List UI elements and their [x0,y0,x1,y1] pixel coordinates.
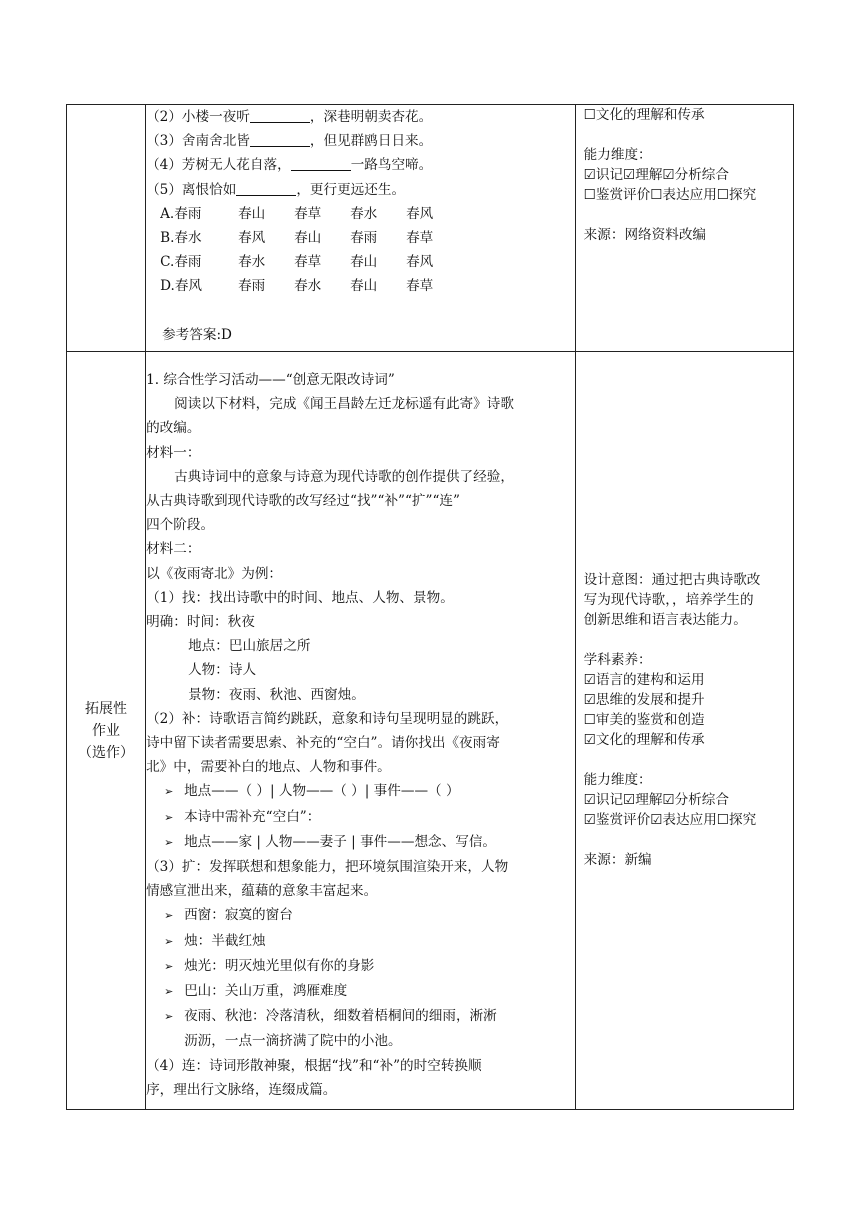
label-cell-empty [67,105,146,352]
design-intent: 写为现代诗歌，，培养学生的 [583,592,754,608]
paragraph: 序，理出行文脉络，连缀成篇。 [146,1081,337,1098]
list-item: ➢ 夜雨、秋池：冷落清秋，细数着梧桐间的细雨，淅淅 [146,1004,575,1029]
fill-line-3: （3）舍南舍北皆 ，但见群鸥日日来。 [146,133,433,150]
paragraph: 北》中，需要补白的地点、人物和事件。 [146,759,391,776]
paragraph: 的改编。 [146,420,201,437]
activity-title: 1. 综合性学习活动——“创意无限改诗词” [146,372,395,388]
option-d: D.春风 春雨 春水 春山 春草 [160,278,434,295]
step-3: （3）扩：发挥联想和想象能力，把环境氛围渲染开来，人物 [146,859,509,876]
list-item: ➢ 本诗中需补充“空白”： [146,805,575,830]
option-b: B.春水 春风 春山 春雨 春草 [160,230,434,247]
label-line: （选作） [78,744,135,761]
paragraph: 阅读以下材料，完成《闻王昌龄左迁龙标遥有此寄》诗歌 [174,396,514,413]
table-row [67,352,794,1110]
design-intent: 设计意图：通过把古典诗歌改 [583,572,761,588]
ability-line: ☐鉴赏评价☐表达应用☐探究 [583,187,757,203]
step-2: （2）补：诗歌语言简约跳跃，意象和诗句呈现明显的跳跃， [146,710,509,727]
side-cell [575,105,793,352]
option-c: C.春雨 春水 春草 春山 春风 [160,254,434,271]
list-item: ➢ 烛光：明灭烛光里似有你的身影 [146,954,575,979]
paragraph: 古典诗词中的意象与诗意为现代诗歌的创作提供了经验， [174,468,514,485]
ability-title: 能力维度： [583,772,652,788]
worksheet-table [66,104,794,1110]
list-item: ➢ 西窗：寂寞的窗台 [146,903,575,928]
step-1: （1）找：找出诗歌中的时间、地点、人物、景物。 [146,589,454,606]
design-intent: 创新思维和语言表达能力。 [583,612,747,628]
option-a: A.春雨 春山 春草 春水 春风 [160,205,434,222]
label-line: 拓展性 [85,700,128,717]
list-item: ➢ 地点——家 | 人物——妻子 | 事件——想念、写信。 [146,830,575,855]
list-item: ➢ 烛：半截红烛 [146,929,575,954]
literacy-title: 学科素养： [583,652,652,668]
arrow-bullet-icon: ➢ [164,985,174,999]
answer-text: 参考答案:D [162,326,232,343]
arrow-bullet-icon: ➢ [164,959,174,973]
fill-line-2: （2）小楼一夜听 ，深巷明朝卖杏花。 [146,109,433,125]
paragraph: 四个阶段。 [146,517,215,534]
table-row [67,105,794,352]
fill-line-5: （5）离恨恰如 ，更行更远还生。 [146,181,406,198]
ability-line: ☑鉴赏评价☑表达应用☐探究 [583,812,757,828]
ability-line: ☑识记☑理解☑分析综合 [583,167,729,183]
source-text: 来源：新编 [583,852,652,868]
material-title: 材料一： [146,444,201,461]
row-label [67,352,146,1110]
material-title: 材料二： [146,541,201,558]
arrow-bullet-icon: ➢ [164,934,174,948]
list-item: ➢ 地点——（ ）| 人物——（ ）| 事件——（ ） [146,779,575,804]
ability-line: ☑识记☑理解☑分析综合 [583,792,729,808]
literacy-item: ☑文化的理解和传承 [583,732,705,748]
literacy-item: ☑语言的建构和运用 [583,672,705,688]
fill-line-4: （4）芳树无人花自落， 一路鸟空啼。 [146,157,433,174]
side-cell [575,352,793,1110]
arrow-bullet-icon: ➢ [164,835,174,849]
arrow-bullet-icon: ➢ [164,785,174,799]
arrow-bullet-icon: ➢ [164,1010,174,1024]
step-4: （4）连：诗词形散神聚，根据“找”和“补”的时空转换顺 [146,1057,482,1074]
activity-cell [146,352,576,1110]
ability-title: 能力维度： [583,147,652,163]
list-item: ➢ 巴山：关山万重，鸿雁难度 [146,979,575,1004]
literacy-item: ☐文化的理解和传承 [583,107,705,123]
source-text: 来源：网络资料改编 [583,227,707,243]
arrow-bullet-icon: ➢ [164,810,174,824]
paragraph: 景物：夜雨、秋池、西窗烛。 [188,686,365,703]
paragraph: 诗中留下读者需要思索、补充的“空白”。请你找出《夜雨寄 [146,735,500,752]
question-cell [146,105,576,352]
paragraph: 地点：巴山旅居之所 [188,638,311,655]
literacy-item: ☑思维的发展和提升 [583,692,705,708]
label-line: 作业 [92,722,121,739]
arrow-bullet-icon: ➢ [164,909,174,923]
paragraph: 从古典诗歌到现代诗歌的改写经过“找”“补”“扩”“连” [146,493,460,510]
literacy-item: ☐审美的鉴赏和创造 [583,712,705,728]
paragraph: 沥沥，一点一滴挤满了院中的小池。 [184,1033,402,1050]
paragraph: 人物：诗人 [188,662,257,679]
paragraph: 明确：时间：秋夜 [146,614,255,631]
paragraph: 以《夜雨寄北》为例： [146,565,283,582]
paragraph: 情感宣泄出来，蕴藉的意象丰富起来。 [146,883,378,900]
